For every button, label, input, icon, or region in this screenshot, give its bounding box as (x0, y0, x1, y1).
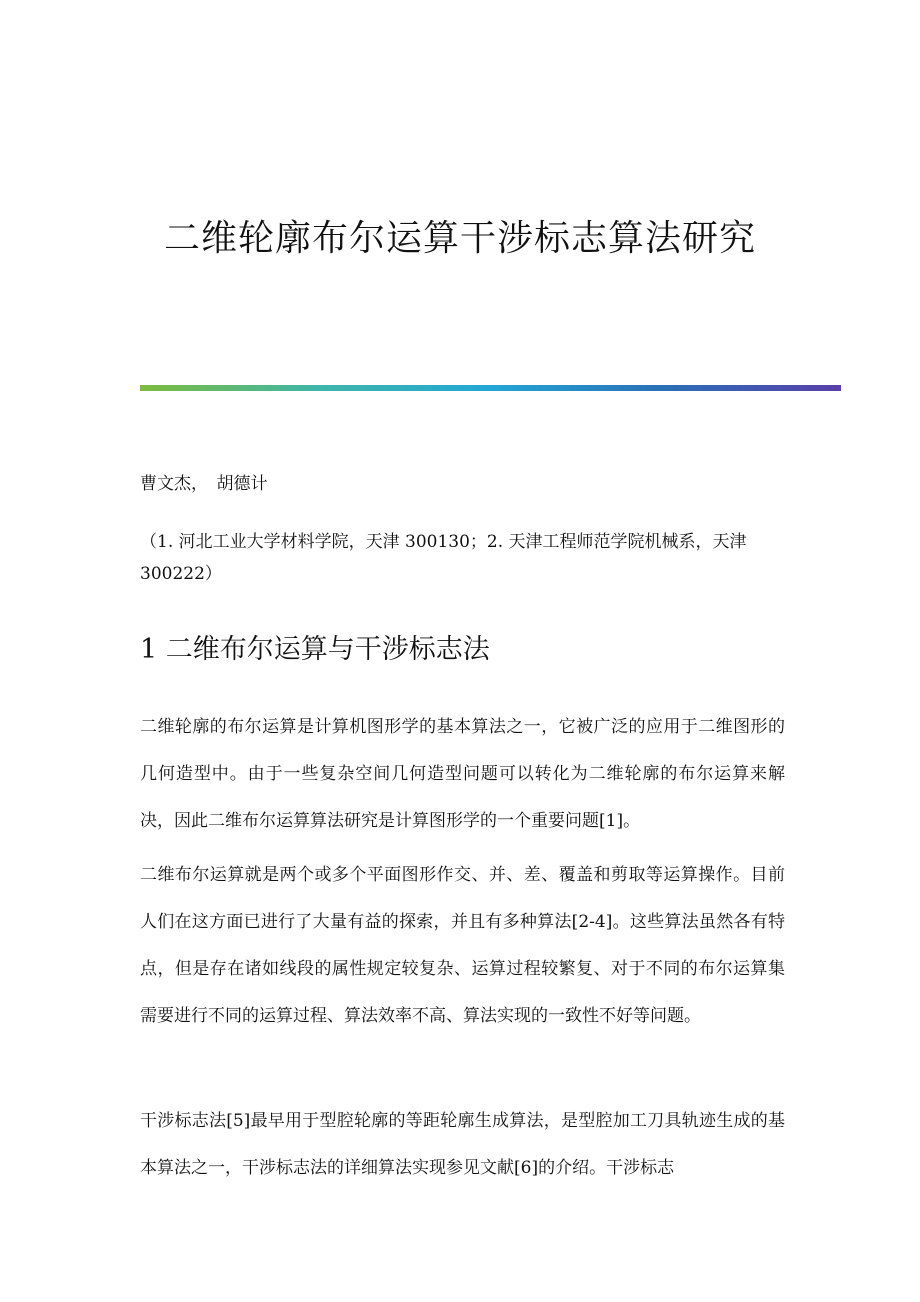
affiliation-text: （1. 河北工业大学材料学院，天津 300130；2. 天津工程师范学院机械系，天津 300222） (140, 532, 747, 584)
title-divider (140, 385, 841, 391)
paragraph: 干涉标志法[5]最早用于型腔轮廓的等距轮廓生成算法，是型腔加工刀具轨迹生成的基本算法之一，干涉标志法的详细算法实现参见文献[6]的介绍。干涉标志 (140, 1111, 785, 1178)
authors-line: 曹文杰， 胡德计 (140, 474, 268, 494)
section-heading: 1 二维布尔运算与干涉标志法 (140, 634, 490, 665)
paragraph: 二维轮廓的布尔运算是计算机图形学的基本算法之一，它被广泛的应用于二维图形的几何造型中。由于一些复杂空间几何造型问题可以转化为二维轮廓的布尔运算来解决，因此二维布尔运算算法研究是计算图形学的一个重要问题[1]。 (140, 717, 785, 831)
document-title: 二维轮廓布尔运算干涉标志算法研究 (163, 218, 756, 259)
paragraph: 二维布尔运算就是两个或多个平面图形作交、并、差、覆盖和剪取等运算操作。目前人们在这方面已进行了大量有益的探索，并且有多种算法[2-4]。这些算法虽然各有特点，但是存在诸如线段的属性规定较复杂、运算过程较繁复、对于不同的布尔运算集需要进行不同的运算过程、算法效率不高、算法实现的一致性不好等问题。 (140, 865, 785, 1026)
